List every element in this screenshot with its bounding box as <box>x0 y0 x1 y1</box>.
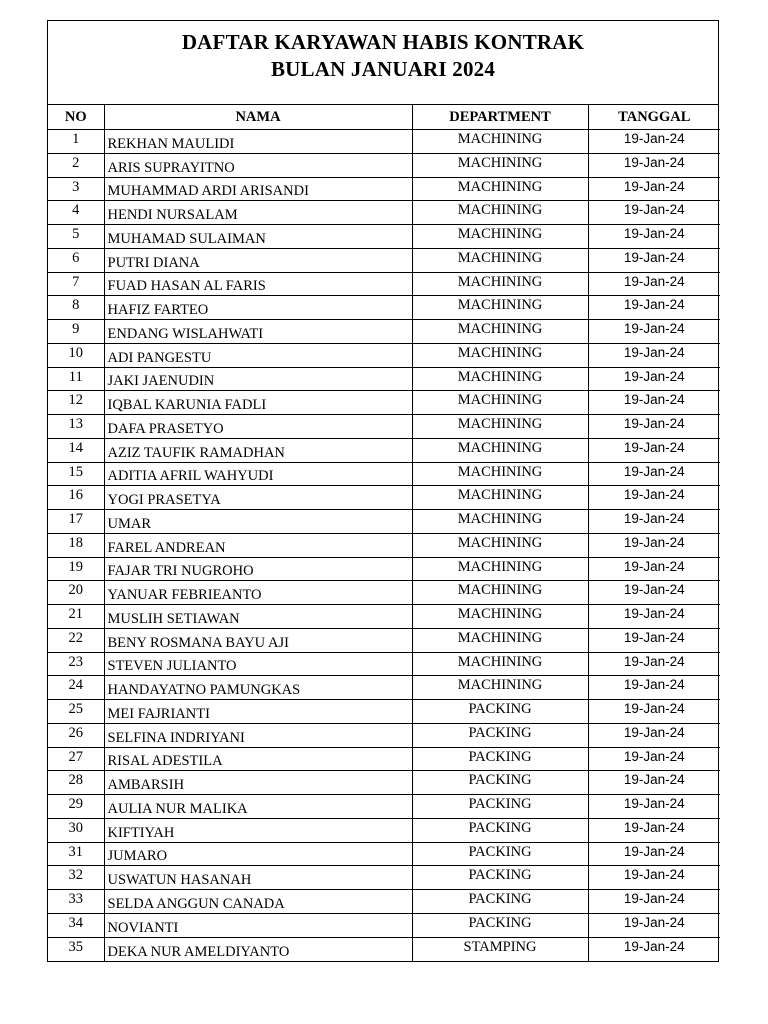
cell-tanggal: 19-Jan-24 <box>588 676 720 700</box>
cell-department: STAMPING <box>412 937 588 961</box>
cell-nama: AULIA NUR MALIKA <box>104 795 412 819</box>
cell-no: 4 <box>48 201 104 225</box>
cell-no: 25 <box>48 700 104 724</box>
cell-nama: YOGI PRASETYA <box>104 486 412 510</box>
cell-nama: MUSLIH SETIAWAN <box>104 605 412 629</box>
cell-nama: NOVIANTI <box>104 913 412 937</box>
cell-no: 6 <box>48 248 104 272</box>
cell-tanggal: 19-Jan-24 <box>588 225 720 249</box>
cell-nama: HENDI NURSALAM <box>104 201 412 225</box>
table-row <box>48 343 720 367</box>
cell-department: MACHINING <box>412 415 588 439</box>
cell-nama: BENY ROSMANA BAYU AJI <box>104 628 412 652</box>
cell-tanggal: 19-Jan-24 <box>588 177 720 201</box>
table-row <box>48 510 720 534</box>
table-row <box>48 818 720 842</box>
cell-no: 8 <box>48 296 104 320</box>
cell-tanggal: 19-Jan-24 <box>588 153 720 177</box>
cell-nama: AMBARSIH <box>104 771 412 795</box>
cell-no: 9 <box>48 320 104 344</box>
table-row <box>48 795 720 819</box>
cell-tanggal: 19-Jan-24 <box>588 890 720 914</box>
cell-tanggal: 19-Jan-24 <box>588 913 720 937</box>
cell-department: MACHINING <box>412 296 588 320</box>
cell-tanggal: 19-Jan-24 <box>588 391 720 415</box>
table-row <box>48 296 720 320</box>
cell-nama: HAFIZ FARTEO <box>104 296 412 320</box>
cell-no: 10 <box>48 343 104 367</box>
cell-tanggal: 19-Jan-24 <box>588 438 720 462</box>
cell-no: 32 <box>48 866 104 890</box>
table-row <box>48 177 720 201</box>
cell-tanggal: 19-Jan-24 <box>588 415 720 439</box>
table-row <box>48 225 720 249</box>
cell-department: MACHINING <box>412 676 588 700</box>
cell-nama: JUMARO <box>104 842 412 866</box>
cell-nama: HANDAYATNO PAMUNGKAS <box>104 676 412 700</box>
cell-no: 27 <box>48 747 104 771</box>
cell-tanggal: 19-Jan-24 <box>588 320 720 344</box>
cell-nama: USWATUN HASANAH <box>104 866 412 890</box>
cell-tanggal: 19-Jan-24 <box>588 367 720 391</box>
document-sheet <box>47 20 719 962</box>
cell-tanggal: 19-Jan-24 <box>588 795 720 819</box>
cell-no: 20 <box>48 581 104 605</box>
cell-no: 21 <box>48 605 104 629</box>
cell-nama: MUHAMMAD ARDI ARISANDI <box>104 177 412 201</box>
cell-nama: FAREL ANDREAN <box>104 533 412 557</box>
cell-no: 26 <box>48 723 104 747</box>
table-row <box>48 201 720 225</box>
cell-no: 12 <box>48 391 104 415</box>
cell-tanggal: 19-Jan-24 <box>588 296 720 320</box>
cell-nama: FAJAR TRI NUGROHO <box>104 557 412 581</box>
cell-no: 16 <box>48 486 104 510</box>
cell-no: 7 <box>48 272 104 296</box>
cell-no: 17 <box>48 510 104 534</box>
cell-no: 2 <box>48 153 104 177</box>
cell-tanggal: 19-Jan-24 <box>588 747 720 771</box>
table-header-row <box>48 105 720 130</box>
cell-tanggal: 19-Jan-24 <box>588 723 720 747</box>
table-row <box>48 747 720 771</box>
cell-department: MACHINING <box>412 510 588 534</box>
cell-tanggal: 19-Jan-24 <box>588 130 720 154</box>
header-nama: NAMA <box>104 105 412 130</box>
table-row <box>48 533 720 557</box>
cell-department: PACKING <box>412 890 588 914</box>
cell-department: MACHINING <box>412 557 588 581</box>
table-row <box>48 130 720 154</box>
employee-table <box>48 105 720 961</box>
header-department: DEPARTMENT <box>412 105 588 130</box>
cell-no: 29 <box>48 795 104 819</box>
cell-department: MACHINING <box>412 533 588 557</box>
cell-nama: KIFTIYAH <box>104 818 412 842</box>
cell-department: PACKING <box>412 795 588 819</box>
table-row <box>48 367 720 391</box>
cell-no: 24 <box>48 676 104 700</box>
cell-department: PACKING <box>412 818 588 842</box>
table-body <box>48 130 720 961</box>
table-row <box>48 486 720 510</box>
cell-no: 5 <box>48 225 104 249</box>
cell-department: MACHINING <box>412 462 588 486</box>
cell-nama: STEVEN JULIANTO <box>104 652 412 676</box>
table-row <box>48 320 720 344</box>
table-row <box>48 581 720 605</box>
cell-tanggal: 19-Jan-24 <box>588 866 720 890</box>
cell-tanggal: 19-Jan-24 <box>588 248 720 272</box>
cell-department: MACHINING <box>412 177 588 201</box>
table-row <box>48 628 720 652</box>
cell-no: 18 <box>48 533 104 557</box>
cell-department: PACKING <box>412 913 588 937</box>
cell-no: 22 <box>48 628 104 652</box>
cell-department: PACKING <box>412 771 588 795</box>
header-tanggal: TANGGAL <box>588 105 720 130</box>
cell-no: 15 <box>48 462 104 486</box>
table-row <box>48 913 720 937</box>
cell-nama: IQBAL KARUNIA FADLI <box>104 391 412 415</box>
table-row <box>48 605 720 629</box>
table-row <box>48 700 720 724</box>
cell-no: 3 <box>48 177 104 201</box>
header-no: NO <box>48 105 104 130</box>
cell-department: MACHINING <box>412 628 588 652</box>
cell-department: MACHINING <box>412 652 588 676</box>
cell-no: 30 <box>48 818 104 842</box>
cell-tanggal: 19-Jan-24 <box>588 581 720 605</box>
table-row <box>48 391 720 415</box>
cell-nama: ARIS SUPRAYITNO <box>104 153 412 177</box>
table-row <box>48 652 720 676</box>
cell-department: MACHINING <box>412 320 588 344</box>
cell-no: 14 <box>48 438 104 462</box>
cell-nama: ADI PANGESTU <box>104 343 412 367</box>
cell-tanggal: 19-Jan-24 <box>588 201 720 225</box>
table-row <box>48 557 720 581</box>
cell-tanggal: 19-Jan-24 <box>588 937 720 961</box>
cell-no: 1 <box>48 130 104 154</box>
cell-tanggal: 19-Jan-24 <box>588 628 720 652</box>
cell-tanggal: 19-Jan-24 <box>588 486 720 510</box>
cell-tanggal: 19-Jan-24 <box>588 818 720 842</box>
cell-no: 13 <box>48 415 104 439</box>
cell-department: PACKING <box>412 747 588 771</box>
cell-department: MACHINING <box>412 605 588 629</box>
cell-nama: YANUAR FEBRIEANTO <box>104 581 412 605</box>
table-row <box>48 462 720 486</box>
cell-no: 35 <box>48 937 104 961</box>
table-row <box>48 842 720 866</box>
cell-tanggal: 19-Jan-24 <box>588 771 720 795</box>
table-row <box>48 248 720 272</box>
cell-tanggal: 19-Jan-24 <box>588 343 720 367</box>
cell-department: PACKING <box>412 700 588 724</box>
cell-department: MACHINING <box>412 272 588 296</box>
table-row <box>48 153 720 177</box>
cell-nama: DAFA PRASETYO <box>104 415 412 439</box>
cell-tanggal: 19-Jan-24 <box>588 533 720 557</box>
cell-no: 11 <box>48 367 104 391</box>
cell-nama: REKHAN MAULIDI <box>104 130 412 154</box>
cell-tanggal: 19-Jan-24 <box>588 652 720 676</box>
cell-department: MACHINING <box>412 367 588 391</box>
table-row <box>48 415 720 439</box>
cell-nama: UMAR <box>104 510 412 534</box>
table-row <box>48 771 720 795</box>
cell-department: MACHINING <box>412 343 588 367</box>
table-row <box>48 937 720 961</box>
cell-department: MACHINING <box>412 130 588 154</box>
document-subtitle: BULAN JANUARI 2024 <box>270 57 496 81</box>
cell-department: MACHINING <box>412 438 588 462</box>
cell-department: MACHINING <box>412 581 588 605</box>
cell-nama: RISAL ADESTILA <box>104 747 412 771</box>
cell-tanggal: 19-Jan-24 <box>588 842 720 866</box>
cell-tanggal: 19-Jan-24 <box>588 510 720 534</box>
cell-department: MACHINING <box>412 225 588 249</box>
cell-no: 28 <box>48 771 104 795</box>
cell-department: MACHINING <box>412 391 588 415</box>
cell-nama: PUTRI DIANA <box>104 248 412 272</box>
cell-nama: SELFINA INDRIYANI <box>104 723 412 747</box>
table-row <box>48 438 720 462</box>
table-row <box>48 272 720 296</box>
table-row <box>48 890 720 914</box>
cell-no: 23 <box>48 652 104 676</box>
cell-nama: MUHAMAD SULAIMAN <box>104 225 412 249</box>
cell-tanggal: 19-Jan-24 <box>588 700 720 724</box>
cell-nama: FUAD HASAN AL FARIS <box>104 272 412 296</box>
cell-department: PACKING <box>412 723 588 747</box>
cell-nama: AZIZ TAUFIK RAMADHAN <box>104 438 412 462</box>
cell-department: PACKING <box>412 866 588 890</box>
cell-department: MACHINING <box>412 153 588 177</box>
cell-department: MACHINING <box>412 248 588 272</box>
cell-no: 19 <box>48 557 104 581</box>
cell-department: PACKING <box>412 842 588 866</box>
cell-tanggal: 19-Jan-24 <box>588 272 720 296</box>
cell-nama: MEI FAJRIANTI <box>104 700 412 724</box>
cell-no: 31 <box>48 842 104 866</box>
cell-nama: ENDANG WISLAHWATI <box>104 320 412 344</box>
table-row <box>48 866 720 890</box>
cell-no: 34 <box>48 913 104 937</box>
document-title: DAFTAR KARYAWAN HABIS KONTRAK <box>181 30 585 54</box>
cell-nama: JAKI JAENUDIN <box>104 367 412 391</box>
cell-tanggal: 19-Jan-24 <box>588 557 720 581</box>
cell-nama: DEKA NUR AMELDIYANTO <box>104 937 412 961</box>
table-row <box>48 676 720 700</box>
table-row <box>48 723 720 747</box>
cell-nama: ADITIA AFRIL WAHYUDI <box>104 462 412 486</box>
cell-nama: SELDA ANGGUN CANADA <box>104 890 412 914</box>
cell-no: 33 <box>48 890 104 914</box>
cell-department: MACHINING <box>412 486 588 510</box>
cell-tanggal: 19-Jan-24 <box>588 462 720 486</box>
cell-department: MACHINING <box>412 201 588 225</box>
title-block <box>48 21 718 105</box>
cell-tanggal: 19-Jan-24 <box>588 605 720 629</box>
